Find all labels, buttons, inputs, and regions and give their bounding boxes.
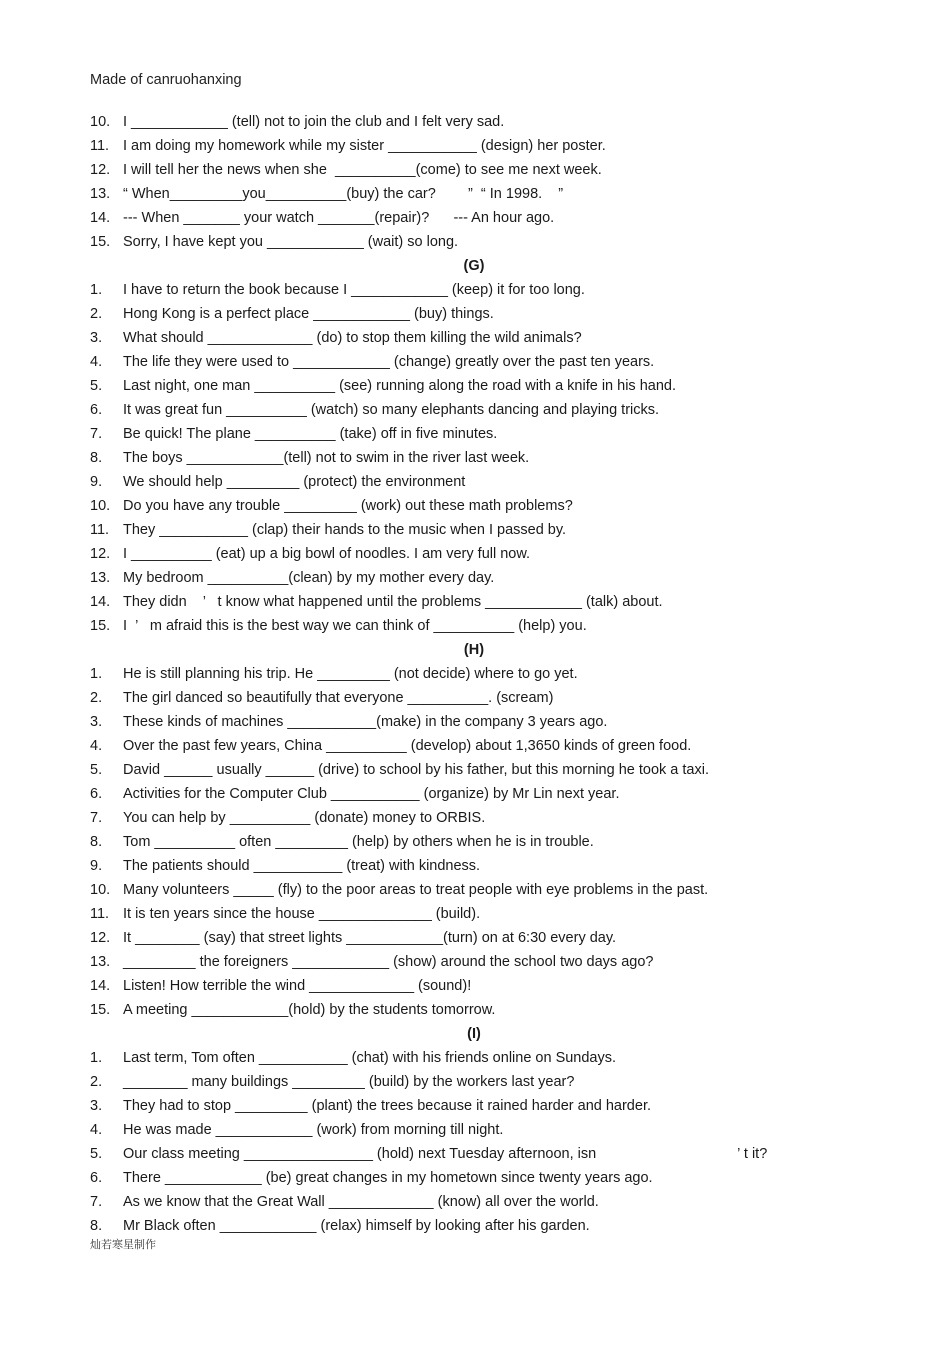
- exercise-item: [90, 1214, 850, 1238]
- exercise-number: 2.: [90, 306, 103, 322]
- exercise-item: [90, 782, 850, 806]
- exercise-item: [90, 902, 850, 926]
- exercise-item: [90, 134, 850, 158]
- exercise-text: Our class meeting ________________ (hold) next Tuesday afternoon, isn ’ t it?: [123, 1146, 768, 1162]
- exercise-item: [90, 542, 850, 566]
- exercise-item: [90, 230, 850, 254]
- exercise-number: 15.: [90, 1002, 111, 1018]
- exercise-number: 1.: [90, 666, 103, 682]
- exercise-number: 4.: [90, 738, 103, 754]
- exercise-text: Do you have any trouble _________ (work) out these math problems?: [123, 498, 573, 514]
- exercise-text: You can help by __________ (donate) money to ORBIS.: [123, 810, 486, 826]
- exercise-text: Over the past few years, China __________ (develop) about 1,3650 kinds of green food.: [123, 738, 692, 754]
- exercise-list: [90, 110, 850, 1238]
- exercise-item: [90, 446, 850, 470]
- exercise-number: 6.: [90, 1170, 103, 1186]
- exercise-number: 8.: [90, 834, 103, 850]
- section-heading: (I): [467, 1026, 481, 1042]
- exercise-number: 12.: [90, 546, 111, 562]
- exercise-number: 9.: [90, 858, 103, 874]
- exercise-text: The patients should ___________ (treat) with kindness.: [123, 858, 481, 874]
- exercise-item: [90, 566, 850, 590]
- exercise-text: The girl danced so beautifully that everyone __________. (scream): [123, 690, 554, 706]
- exercise-number: 1.: [90, 1050, 103, 1066]
- page-header: Made of canruohanxing: [90, 72, 242, 88]
- exercise-text: We should help _________ (protect) the environment: [123, 474, 466, 490]
- exercise-number: 10.: [90, 882, 111, 898]
- exercise-text: Listen! How terrible the wind _____________ (sound)!: [123, 978, 472, 994]
- exercise-number: 4.: [90, 354, 103, 370]
- exercise-item: [90, 662, 850, 686]
- exercise-item: [90, 182, 850, 206]
- exercise-number: 14.: [90, 594, 111, 610]
- exercise-text: Tom __________ often _________ (help) by others when he is in trouble.: [123, 834, 594, 850]
- exercise-text: I ’ m afraid this is the best way we can think of __________ (help) you.: [123, 618, 587, 634]
- exercise-text: --- When _______ your watch _______(repair)? --- An hour ago.: [123, 210, 555, 226]
- exercise-text: He is still planning his trip. He _________ (not decide) where to go yet.: [123, 666, 578, 682]
- exercise-number: 7.: [90, 1194, 103, 1210]
- exercise-number: 3.: [90, 714, 103, 730]
- exercise-text: Activities for the Computer Club ___________ (organize) by Mr Lin next year.: [123, 786, 620, 802]
- exercise-text: _________ the foreigners ____________ (show) around the school two days ago?: [123, 954, 654, 970]
- exercise-text: It was great fun __________ (watch) so many elephants dancing and playing tricks.: [123, 402, 660, 418]
- exercise-number: 2.: [90, 1074, 103, 1090]
- exercise-number: 3.: [90, 1098, 103, 1114]
- exercise-text: Last night, one man __________ (see) running along the road with a knife in his hand.: [123, 378, 676, 394]
- exercise-text: ________ many buildings _________ (build) by the workers last year?: [123, 1074, 575, 1090]
- exercise-number: 7.: [90, 810, 103, 826]
- exercise-number: 15.: [90, 618, 111, 634]
- exercise-text: These kinds of machines ___________(make) in the company 3 years ago.: [123, 714, 608, 730]
- exercise-item: [90, 278, 850, 302]
- exercise-item: [90, 518, 850, 542]
- exercise-text: It ________ (say) that street lights ____________(turn) on at 6:30 every day.: [123, 930, 617, 946]
- exercise-number: 12.: [90, 930, 111, 946]
- exercise-item: [90, 1094, 850, 1118]
- exercise-item: [90, 1190, 850, 1214]
- exercise-number: 11.: [90, 138, 110, 154]
- exercise-number: 3.: [90, 330, 103, 346]
- exercise-number: 8.: [90, 1218, 103, 1234]
- exercise-text: “ When_________you__________(buy) the car? ” “ In 1998. ”: [123, 186, 564, 202]
- section-heading: (G): [463, 258, 485, 274]
- exercise-text: I will tell her the news when she __________(come) to see me next week.: [123, 162, 602, 178]
- section-heading: (H): [463, 642, 485, 658]
- exercise-text: Be quick! The plane __________ (take) off in five minutes.: [123, 426, 498, 442]
- exercise-text: Last term, Tom often ___________ (chat) with his friends online on Sundays.: [123, 1050, 617, 1066]
- exercise-item: [90, 350, 850, 374]
- exercise-text: As we know that the Great Wall _____________ (know) all over the world.: [123, 1194, 599, 1210]
- exercise-text: A meeting ____________(hold) by the students tomorrow.: [123, 1002, 496, 1018]
- exercise-item: [90, 422, 850, 446]
- exercise-text: I __________ (eat) up a big bowl of noodles. I am very full now.: [123, 546, 531, 562]
- exercise-item: [90, 806, 850, 830]
- exercise-text: David ______ usually ______ (drive) to school by his father, but this morning he took a taxi.: [123, 762, 709, 778]
- exercise-item: [90, 950, 850, 974]
- exercise-number: 6.: [90, 402, 103, 418]
- exercise-item: [90, 878, 850, 902]
- exercise-number: 10.: [90, 498, 111, 514]
- exercise-number: 10.: [90, 114, 111, 130]
- exercise-number: 5.: [90, 378, 103, 394]
- exercise-item: [90, 1046, 850, 1070]
- exercise-text: They had to stop _________ (plant) the trees because it rained harder and harder.: [123, 1098, 651, 1114]
- exercise-item: [90, 758, 850, 782]
- exercise-number: 1.: [90, 282, 103, 298]
- exercise-text: They ___________ (clap) their hands to the music when I passed by.: [123, 522, 567, 538]
- exercise-item: [90, 110, 850, 134]
- page-footer: 灿若寒星制作: [90, 1238, 156, 1251]
- exercise-number: 6.: [90, 786, 103, 802]
- exercise-number: 11.: [90, 522, 110, 538]
- exercise-text: Many volunteers _____ (fly) to the poor areas to treat people with eye problems in the past.: [123, 882, 709, 898]
- exercise-text: Hong Kong is a perfect place ____________ (buy) things.: [123, 306, 494, 322]
- exercise-number: 5.: [90, 762, 103, 778]
- exercise-item: [90, 398, 850, 422]
- exercise-text: The boys ____________(tell) not to swim in the river last week.: [123, 450, 530, 466]
- exercise-item: [90, 734, 850, 758]
- exercise-item: [90, 326, 850, 350]
- exercise-item: [90, 974, 850, 998]
- exercise-item: [90, 830, 850, 854]
- exercise-number: 11.: [90, 906, 110, 922]
- exercise-text: My bedroom __________(clean) by my mother every day.: [123, 570, 495, 586]
- exercise-number: 5.: [90, 1146, 103, 1162]
- exercise-text: I ____________ (tell) not to join the club and I felt very sad.: [123, 114, 505, 130]
- exercise-number: 2.: [90, 690, 103, 706]
- exercise-text: What should _____________ (do) to stop them killing the wild animals?: [123, 330, 582, 346]
- exercise-item: [90, 374, 850, 398]
- exercise-text: Sorry, I have kept you ____________ (wait) so long.: [123, 234, 459, 250]
- exercise-text: The life they were used to ____________ (change) greatly over the past ten years.: [123, 354, 655, 370]
- exercise-text: Mr Black often ____________ (relax) himself by looking after his garden.: [123, 1218, 590, 1234]
- exercise-item: [90, 158, 850, 182]
- exercise-number: 7.: [90, 426, 103, 442]
- exercise-number: 13.: [90, 570, 111, 586]
- exercise-number: 9.: [90, 474, 103, 490]
- exercise-number: 4.: [90, 1122, 103, 1138]
- exercise-number: 14.: [90, 210, 111, 226]
- exercise-item: [90, 998, 850, 1022]
- exercise-item: [90, 470, 850, 494]
- exercise-number: 12.: [90, 162, 111, 178]
- exercise-number: 14.: [90, 978, 111, 994]
- exercise-item: [90, 494, 850, 518]
- exercise-text: They didn ’ t know what happened until the problems ____________ (talk) about.: [123, 594, 663, 610]
- exercise-item: [90, 686, 850, 710]
- exercise-text: I am doing my homework while my sister ___________ (design) her poster.: [123, 138, 606, 154]
- exercise-number: 13.: [90, 186, 111, 202]
- exercise-item: [90, 1070, 850, 1094]
- exercise-text: He was made ____________ (work) from morning till night.: [123, 1122, 504, 1138]
- exercise-item: [90, 206, 850, 230]
- exercise-item: [90, 1142, 850, 1166]
- exercise-item: [90, 302, 850, 326]
- exercise-item: [90, 1118, 850, 1142]
- exercise-text: I have to return the book because I ____________ (keep) it for too long.: [123, 282, 585, 298]
- exercise-text: There ____________ (be) great changes in my hometown since twenty years ago.: [123, 1170, 653, 1186]
- exercise-number: 13.: [90, 954, 111, 970]
- exercise-item: [90, 854, 850, 878]
- exercise-number: 15.: [90, 234, 111, 250]
- exercise-item: [90, 926, 850, 950]
- exercise-item: [90, 710, 850, 734]
- exercise-text: It is ten years since the house ______________ (build).: [123, 906, 481, 922]
- exercise-item: [90, 590, 850, 614]
- exercise-item: [90, 614, 850, 638]
- exercise-item: [90, 1166, 850, 1190]
- exercise-number: 8.: [90, 450, 103, 466]
